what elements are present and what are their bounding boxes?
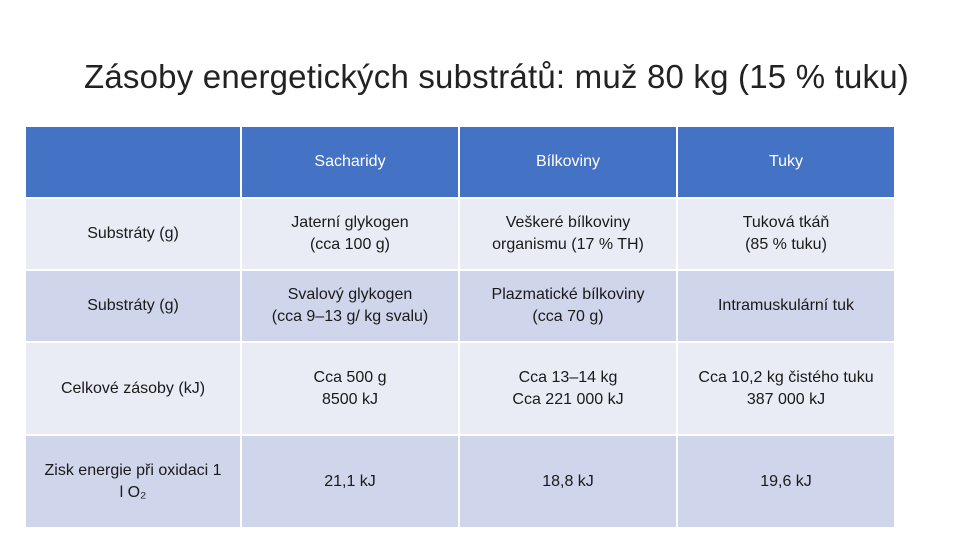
table-cell: Cca 500 g 8500 kJ [241, 342, 459, 435]
row-label: Celkové zásoby (kJ) [25, 342, 241, 435]
row-label: Substráty (g) [25, 198, 241, 270]
table-row [25, 435, 895, 528]
substrate-table [24, 125, 896, 529]
header-empty [25, 126, 241, 198]
table-cell: Cca 10,2 kg čistého tuku 387 000 kJ [677, 342, 895, 435]
row-label: Zisk energie při oxidaci 1 l O₂ [25, 435, 241, 528]
table-cell: Veškeré bílkoviny organismu (17 % TH) [459, 198, 677, 270]
table-header-row [25, 126, 895, 198]
table-cell: Cca 13–14 kg Cca 221 000 kJ [459, 342, 677, 435]
table-row [25, 198, 895, 270]
table-cell: Jaterní glykogen (cca 100 g) [241, 198, 459, 270]
table-cell: Intramuskulární tuk [677, 270, 895, 342]
header-sacharidy: Sacharidy [241, 126, 459, 198]
header-bilkoviny: Bílkoviny [459, 126, 677, 198]
table-cell: 19,6 kJ [677, 435, 895, 528]
table-cell: 21,1 kJ [241, 435, 459, 528]
table-cell: Svalový glykogen (cca 9–13 g/ kg svalu) [241, 270, 459, 342]
table-cell: Plazmatické bílkoviny (cca 70 g) [459, 270, 677, 342]
table-row [25, 270, 895, 342]
row-label: Substráty (g) [25, 270, 241, 342]
table-row [25, 342, 895, 435]
slide-title: Zásoby energetických substrátů: muž 80 kg (15 % tuku) [84, 58, 909, 95]
table-cell: Tuková tkáň (85 % tuku) [677, 198, 895, 270]
table-cell: 18,8 kJ [459, 435, 677, 528]
header-tuky: Tuky [677, 126, 895, 198]
